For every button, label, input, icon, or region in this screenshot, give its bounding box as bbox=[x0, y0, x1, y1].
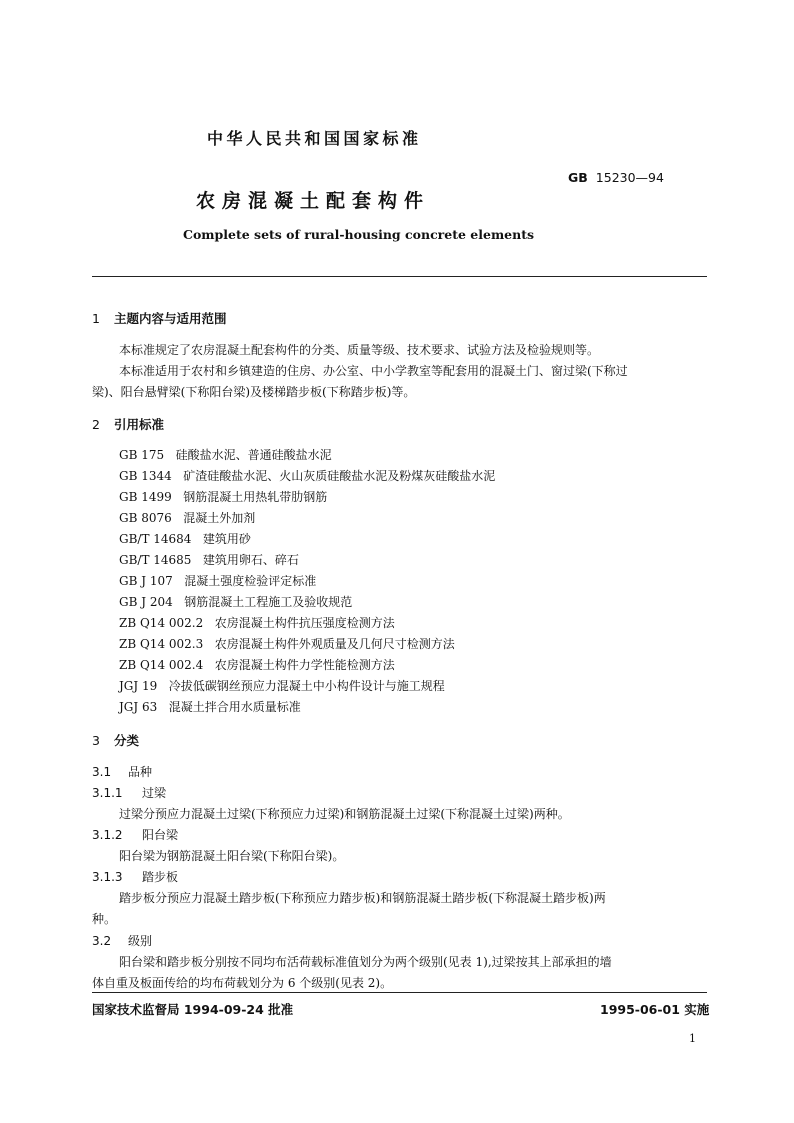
section-2-heading bbox=[92, 415, 164, 433]
section-1-para-2-line-1: 本标准适用于农村和乡镇建造的住房、办公室、中小学教室等配套用的混凝土门、窗过梁(下称过 bbox=[119, 364, 628, 378]
subsection-3-1-3-text-line-2: 种。 bbox=[92, 912, 117, 926]
reference-item bbox=[119, 551, 299, 568]
reference-item bbox=[119, 656, 395, 673]
reference-item bbox=[119, 614, 395, 631]
section-3-heading bbox=[92, 731, 139, 749]
section-1-para-1: 本标准规定了农房混凝土配套构件的分类、质量等级、技术要求、试验方法及检验规则等。 bbox=[119, 343, 600, 357]
reference-item bbox=[119, 593, 352, 610]
section-1-para-2-line-2: 梁)、阳台悬臂梁(下称阳台梁)及楼梯踏步板(下称踏步板)等。 bbox=[92, 385, 416, 399]
document-title-en: Complete sets of rural-housing concrete elements bbox=[183, 227, 535, 242]
subsection-title: 级别 bbox=[128, 934, 153, 948]
approval-date: 国家技术监督局 1994-09-24 批准 bbox=[92, 1002, 294, 1017]
reference-title: 硅酸盐水泥、普通硅酸盐水泥 bbox=[175, 448, 332, 462]
subsection-number: 3.1.2 bbox=[92, 828, 123, 842]
reference-item bbox=[119, 467, 495, 484]
reference-item bbox=[119, 509, 255, 526]
page-number: 1 bbox=[689, 1032, 696, 1045]
reference-code: GB 1499 bbox=[119, 490, 172, 504]
reference-code: ZB Q14 002.3 bbox=[119, 637, 204, 651]
subsection-title: 踏步板 bbox=[142, 870, 179, 884]
reference-code: GB 175 bbox=[119, 448, 165, 462]
reference-item bbox=[119, 635, 455, 652]
document-title: 农房混凝土配套构件 bbox=[196, 190, 431, 212]
section-number: 1 bbox=[92, 311, 100, 326]
reference-code: GB J 204 bbox=[119, 595, 173, 609]
footer-divider bbox=[92, 992, 707, 993]
subsection-3-1 bbox=[92, 763, 152, 780]
subsection-3-2-text-line-2: 体自重及板面传给的均布荷载划分为 6 个级别(见表 2)。 bbox=[92, 976, 393, 990]
reference-title: 矿渣硅酸盐水泥、火山灰质硅酸盐水泥及粉煤灰硅酸盐水泥 bbox=[183, 469, 496, 483]
reference-item bbox=[119, 698, 301, 715]
subsection-3-1-3 bbox=[92, 868, 178, 885]
reference-title: 农房混凝土构件外观质量及几何尺寸检测方法 bbox=[214, 637, 455, 651]
subsection-number: 3.2 bbox=[92, 934, 112, 948]
reference-title: 农房混凝土构件力学性能检测方法 bbox=[214, 658, 395, 672]
reference-title: 混凝土拌合用水质量标准 bbox=[168, 700, 301, 714]
reference-title: 钢筋混凝土工程施工及验收规范 bbox=[184, 595, 353, 609]
subsection-3-1-1-text: 过梁分预应力混凝土过梁(下称预应力过梁)和钢筋混凝土过梁(下称混凝土过梁)两种。 bbox=[119, 807, 570, 821]
subsection-title: 过梁 bbox=[142, 786, 167, 800]
reference-code: GB/T 14685 bbox=[119, 553, 192, 567]
subsection-number: 3.1 bbox=[92, 765, 112, 779]
subsection-3-2-text-line-1: 阳台梁和踏步板分别按不同均布活荷载标准值划分为两个级别(见表 1),过梁按其上部承担的墙 bbox=[119, 955, 612, 969]
reference-code: JGJ 19 bbox=[119, 679, 158, 693]
reference-code: GB 8076 bbox=[119, 511, 172, 525]
reference-item bbox=[119, 677, 445, 694]
reference-code: ZB Q14 002.4 bbox=[119, 658, 204, 672]
subsection-number: 3.1.1 bbox=[92, 786, 123, 800]
reference-item bbox=[119, 572, 316, 589]
document-number bbox=[568, 170, 664, 185]
subsection-3-2 bbox=[92, 932, 152, 949]
doc-prefix: GB bbox=[568, 170, 588, 185]
subsection-title: 品种 bbox=[128, 765, 153, 779]
standard-header: 中华人民共和国国家标准 bbox=[207, 129, 422, 148]
section-title: 主题内容与适用范围 bbox=[114, 311, 227, 326]
reference-title: 混凝土外加剂 bbox=[183, 511, 256, 525]
reference-code: GB 1344 bbox=[119, 469, 172, 483]
reference-title: 钢筋混凝土用热轧带肋钢筋 bbox=[183, 490, 328, 504]
subsection-3-1-3-text-line-1: 踏步板分预应力混凝土踏步板(下称预应力踏步板)和钢筋混凝土踏步板(下称混凝土踏步板)两 bbox=[119, 891, 606, 905]
reference-item bbox=[119, 530, 251, 547]
subsection-title: 阳台梁 bbox=[142, 828, 179, 842]
reference-code: JGJ 63 bbox=[119, 700, 158, 714]
effective-date: 1995-06-01 实施 bbox=[600, 1002, 710, 1017]
reference-item bbox=[119, 488, 327, 505]
reference-title: 建筑用砂 bbox=[202, 532, 251, 546]
subsection-3-1-1 bbox=[92, 784, 166, 801]
doc-code: 15230—94 bbox=[595, 170, 664, 185]
reference-title: 混凝土强度检验评定标准 bbox=[184, 574, 317, 588]
header-divider bbox=[92, 276, 707, 277]
section-number: 3 bbox=[92, 733, 100, 748]
section-1-heading bbox=[92, 309, 227, 327]
reference-item bbox=[119, 446, 332, 463]
subsection-number: 3.1.3 bbox=[92, 870, 123, 884]
reference-title: 建筑用卵石、碎石 bbox=[202, 553, 299, 567]
section-number: 2 bbox=[92, 417, 100, 432]
subsection-3-1-2-text: 阳台梁为钢筋混凝土阳台梁(下称阳台梁)。 bbox=[119, 849, 345, 863]
section-title: 分类 bbox=[114, 733, 140, 748]
reference-title: 农房混凝土构件抗压强度检测方法 bbox=[214, 616, 395, 630]
reference-title: 冷拔低碳钢丝预应力混凝土中小构件设计与施工规程 bbox=[168, 679, 445, 693]
reference-code: ZB Q14 002.2 bbox=[119, 616, 204, 630]
reference-code: GB J 107 bbox=[119, 574, 173, 588]
subsection-3-1-2 bbox=[92, 826, 178, 843]
reference-code: GB/T 14684 bbox=[119, 532, 192, 546]
section-title: 引用标准 bbox=[114, 417, 165, 432]
